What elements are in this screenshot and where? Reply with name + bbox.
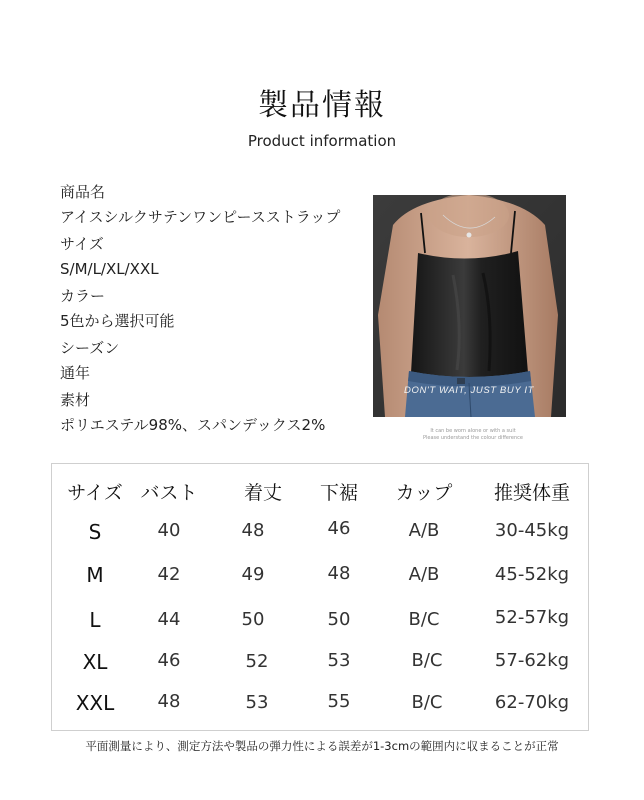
info-material: [60, 388, 380, 440]
info-label: シーズン: [60, 339, 120, 357]
table-cell: 40: [157, 520, 181, 541]
table-cell: A/B: [408, 520, 440, 541]
info-value: ポリエステル98%、スパンデックス2%: [60, 416, 326, 434]
table-cell: 48: [327, 563, 351, 584]
table-cell: 30-45kg: [494, 520, 570, 541]
table-cell: 50: [327, 609, 351, 630]
info-value: 5色から選択可能: [60, 312, 175, 330]
photo-overlay-text: DON'T WAIT, JUST BUY IT: [404, 385, 534, 396]
info-color: [60, 284, 380, 336]
table-cell: 46: [157, 650, 181, 671]
table-cell: 49: [241, 564, 265, 585]
table-header: カップ: [395, 482, 453, 504]
table-cell: 52: [245, 651, 269, 672]
table-cell: 53: [245, 692, 269, 713]
info-label: 商品名: [60, 183, 106, 201]
table-header: 着丈: [243, 482, 282, 504]
info-size: [60, 232, 380, 284]
table-cell: 55: [327, 691, 351, 712]
size-table: [51, 463, 589, 731]
table-header: バスト: [140, 482, 198, 504]
table-cell: 45-52kg: [494, 564, 570, 585]
table-header: 推奨体重: [493, 482, 570, 504]
table-cell-size: S: [88, 520, 102, 544]
product-info-list: [60, 180, 380, 440]
table-cell: 48: [157, 691, 181, 712]
info-label: サイズ: [60, 235, 104, 253]
table-cell: B/C: [411, 650, 443, 671]
table-cell: 48: [241, 520, 265, 541]
table-cell: 57-62kg: [494, 650, 570, 671]
table-cell: 44: [157, 609, 181, 630]
page-subtitle: Product information: [247, 132, 397, 150]
table-cell: 42: [157, 564, 181, 585]
table-cell-size: XL: [82, 650, 108, 674]
table-cell: 52-57kg: [494, 607, 570, 628]
table-cell-size: L: [89, 608, 101, 632]
info-value: S/M/L/XL/XXL: [60, 260, 159, 278]
table-cell: B/C: [411, 692, 443, 713]
table-cell: 46: [327, 518, 351, 539]
photo-caption-line: Please understand the colour difference: [423, 435, 523, 441]
info-label: 素材: [60, 391, 91, 409]
table-cell: A/B: [408, 564, 440, 585]
info-product-name: [60, 180, 380, 232]
product-photo: [373, 195, 566, 417]
page-title: 製品情報: [258, 88, 386, 123]
model-illustration: [373, 195, 566, 417]
table-cell: 53: [327, 650, 351, 671]
table-cell-size: XXL: [75, 691, 115, 715]
info-value: アイスシルクサテンワンピースストラップ: [60, 208, 341, 226]
table-cell: B/C: [408, 609, 440, 630]
info-value: 通年: [60, 364, 91, 382]
table-header: サイズ: [67, 482, 123, 504]
measurement-note: 平面測量により、測定方法や製品の弾力性による誤差が1-3cmの範囲内に収まることが正常: [85, 739, 559, 753]
photo-caption: [398, 428, 548, 442]
table-cell-size: M: [86, 563, 104, 587]
photo-caption-line: It can be worn alone or with a suit: [430, 428, 516, 434]
table-cell: 62-70kg: [494, 692, 570, 713]
info-label: カラー: [60, 287, 106, 305]
table-header: 下裾: [319, 482, 358, 504]
info-season: [60, 336, 380, 388]
table-cell: 50: [241, 609, 265, 630]
